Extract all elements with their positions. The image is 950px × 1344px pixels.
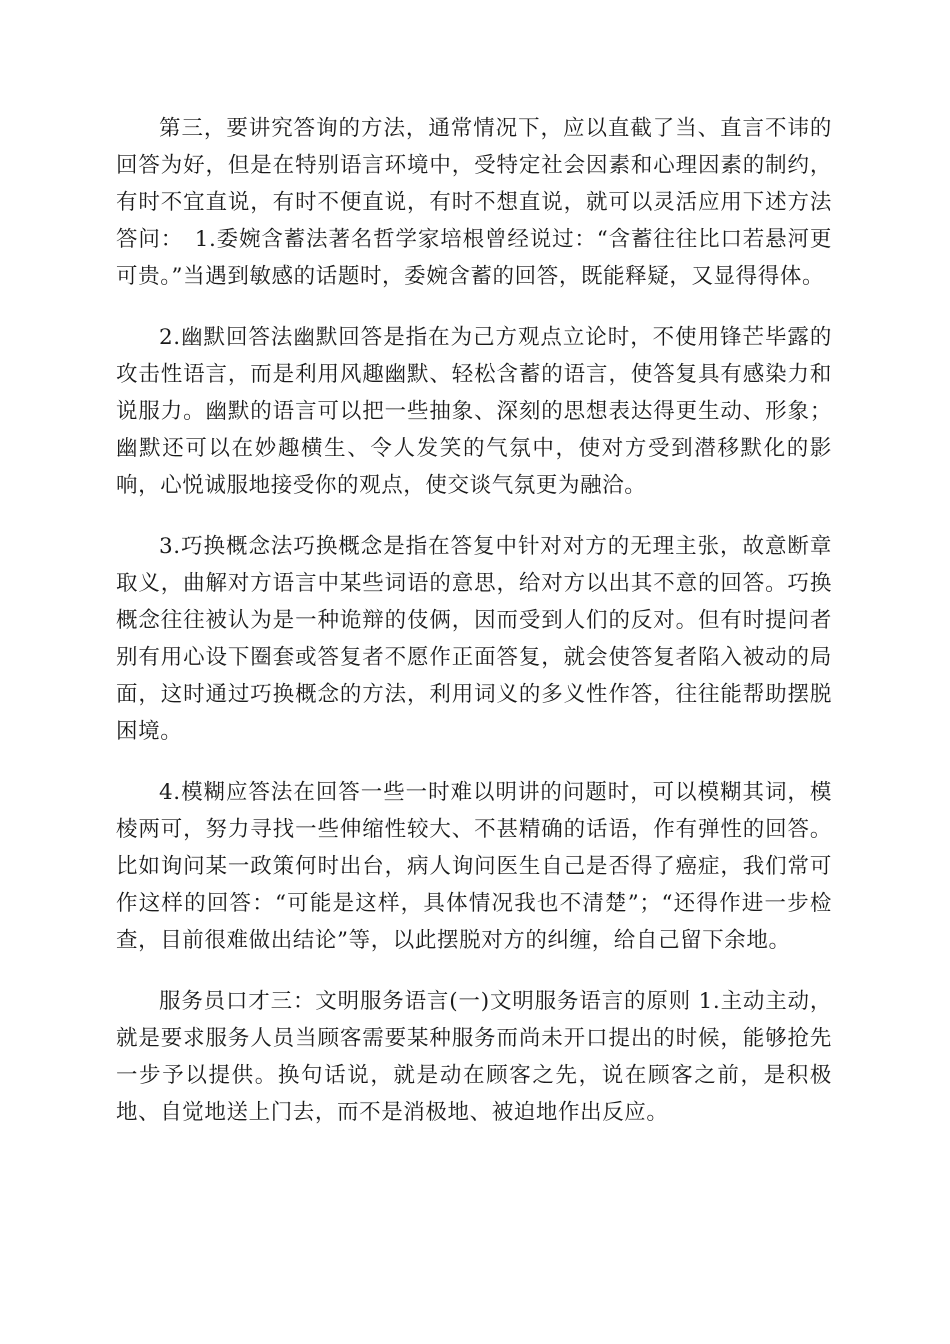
paragraph-humor-method: 2.幽默回答法幽默回答是指在为己方观点立论时，不使用锋芒毕露的攻击性语言，而是利用风趣幽默、轻松含蓄的语言，使答复具有感染力和说服力。幽默的语言可以把一些抽象、深刻的思想表达得更生动、形象；幽默还可以在妙趣横生、令人发笑的气氛中，使对方受到潜移默化的影响，心悦诚服地接受你的观点，使交谈气氛更为融洽。 — [116, 325, 832, 498]
paragraph-vague-answer-method: 4.模糊应答法在回答一些一时难以明讲的问题时，可以模糊其词，模棱两可，努力寻找一些伸缩性较大、不甚精确的话语，作有弹性的回答。比如询问某一政策何时出台，病人询问医生自己是否得了癌症，我们常可作这样的回答：“可能是这样，具体情况我也不清楚”；“还得作进一步检查，目前很难做出结论”等，以此摆脱对方的纠缠，给自己留下余地。 — [116, 780, 832, 953]
document-body — [116, 110, 832, 1155]
paragraph-answer-methods: 第三，要讲究答询的方法，通常情况下，应以直截了当、直言不讳的回答为好，但是在特别语言环境中，受特定社会因素和心理因素的制约，有时不宜直说，有时不便直说，有时不想直说，就可以灵活应用下述方法答问： 1.委婉含蓄法著名哲学家培根曾经说过：“含蓄往往比口若悬河更可贵。”当遇到敏感的话题时，委婉含蓄的回答，既能释疑，又显得得体。 — [116, 116, 832, 289]
paragraph-civil-service-language: 服务员口才三：文明服务语言(一)文明服务语言的原则 1.主动主动，就是要求服务人员当顾客需要某种服务而尚未开口提出的时候，能够抢先一步予以提供。换句话说，就是动在顾客之先，说在顾客之前，是积极地、自觉地送上门去，而不是消极地、被迫地作出反应。 — [116, 989, 832, 1125]
paragraph-concept-switch-method: 3.巧换概念法巧换概念是指在答复中针对对方的无理主张，故意断章取义，曲解对方语言中某些词语的意思，给对方以出其不意的回答。巧换概念往往被认为是一种诡辩的伎俩，因而受到人们的反对。但有时提问者别有用心设下圈套或答复者不愿作正面答复，就会使答复者陷入被动的局面，这时通过巧换概念的方法，利用词义的多义性作答，往往能帮助摆脱困境。 — [116, 534, 832, 744]
